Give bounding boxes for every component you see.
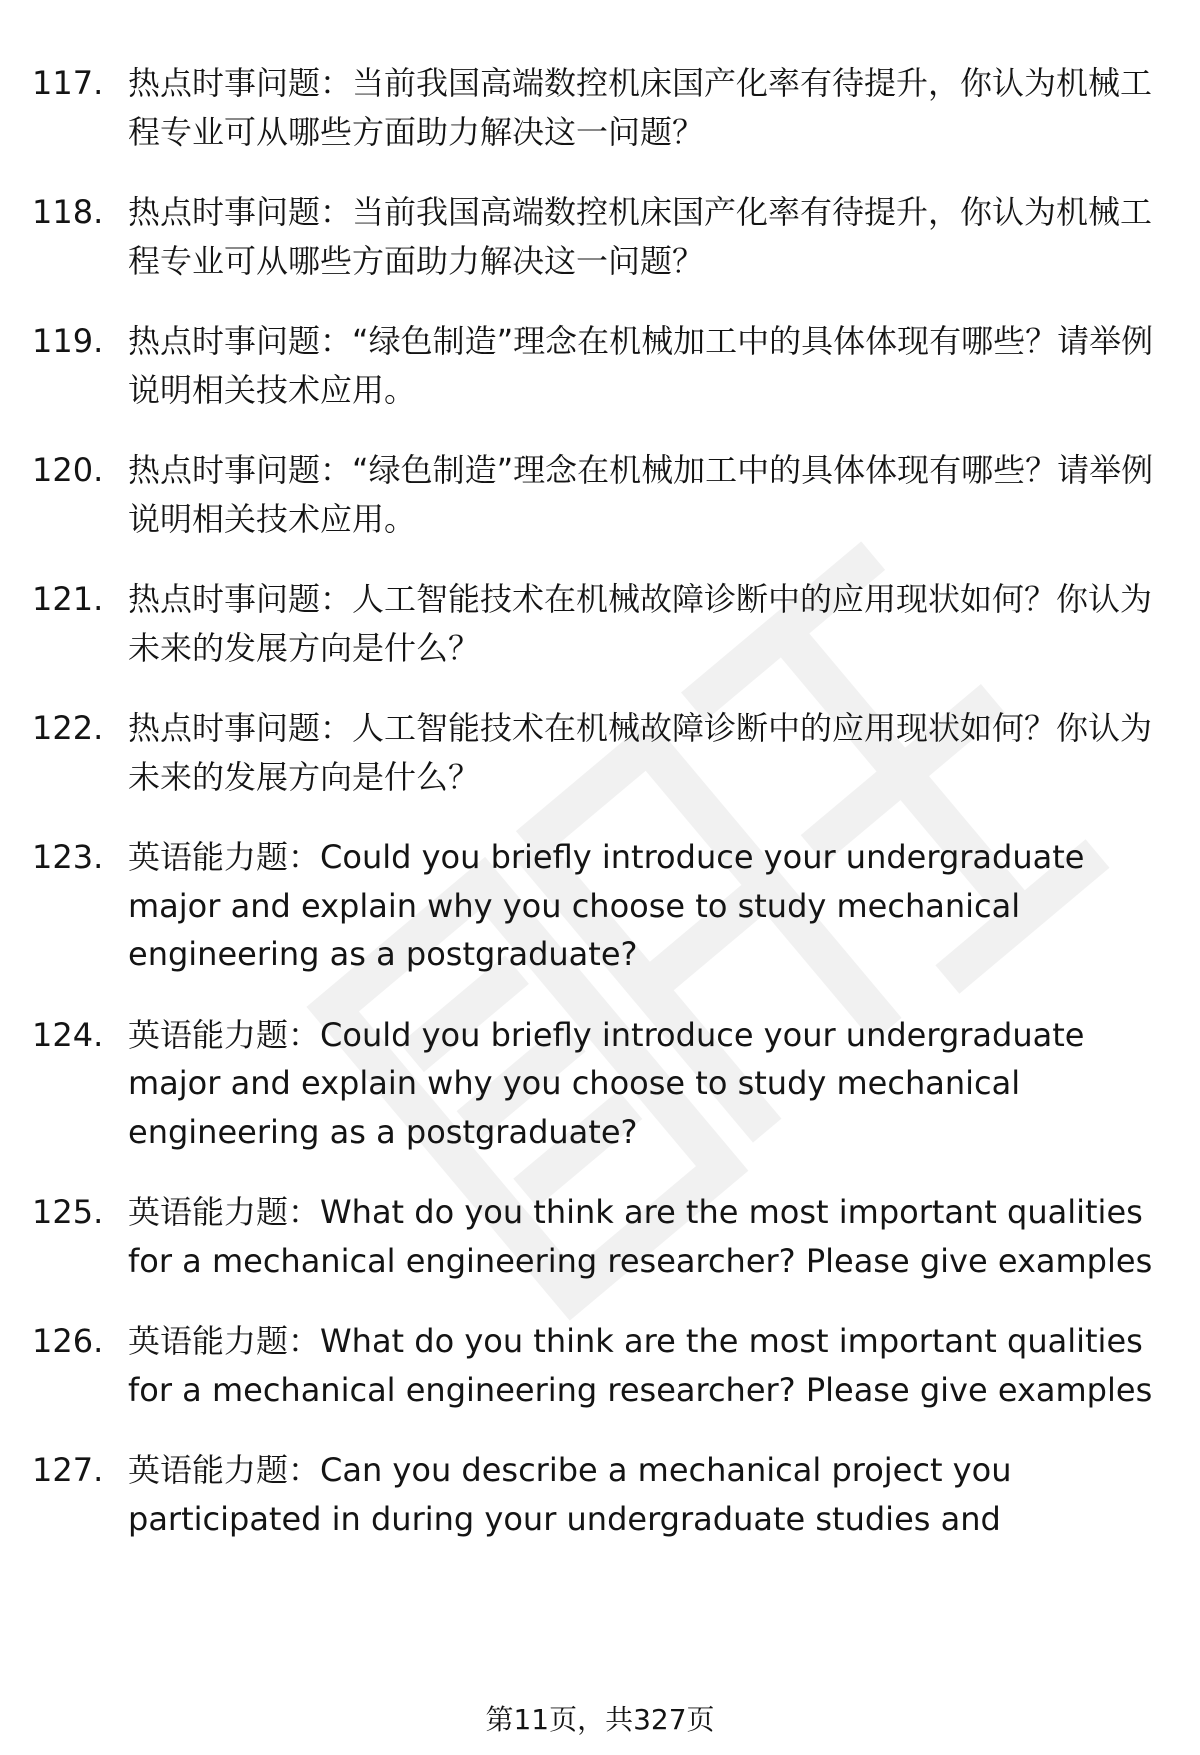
question-category: 英语能力题： [128,1322,321,1360]
question-category: 热点时事问题： [128,64,353,102]
question-list [0,59,1200,1575]
question-item [0,1317,1200,1414]
page-footer [0,1700,1200,1740]
question-item [0,575,1200,672]
question-item [0,59,1200,156]
question-text [128,833,1160,979]
question-body: 当前我国高端数控机床国产化率有待提升，你认为机械工程专业可从哪些方面助力解决这一问题？ [128,64,1153,151]
question-text [128,1011,1160,1157]
question-number: 117. [32,64,104,102]
question-body: Could you briefly introduce your undergraduate major and explain why you choose to study mechanical engineering as a postgraduate? [128,1015,1085,1151]
question-category: 英语能力题： [128,1451,321,1489]
question-text [128,575,1160,672]
page-number-label: 第11页，共327页 [485,1703,715,1736]
question-text [128,446,1160,543]
question-number: 120. [32,451,104,489]
question-body: Could you briefly introduce your undergraduate major and explain why you choose to study mechanical engineering as a postgraduate? [128,838,1085,973]
question-category: 英语能力题： [128,838,321,876]
question-item [0,446,1200,543]
question-text [128,1317,1160,1414]
question-item [0,1446,1200,1543]
question-category: 英语能力题： [128,1015,321,1054]
question-number: 122. [32,709,104,747]
question-number: 119. [32,322,104,360]
question-number: 127. [32,1451,104,1489]
question-item [0,833,1200,979]
question-body: Can you describe a mechanical project you participated in during your undergraduate studies and [128,1451,1012,1538]
question-item [0,188,1200,285]
question-body: “绿色制造”理念在机械加工中的具体体现有哪些？请举例说明相关技术应用。 [128,322,1154,409]
question-body: 人工智能技术在机械故障诊断中的应用现状如何？你认为未来的发展方向是什么？ [128,580,1153,667]
question-item [0,1011,1200,1157]
question-text [128,704,1160,801]
question-item [0,317,1200,414]
question-body: What do you think are the most important qualities for a mechanical engineering researcher? Please give examples [128,1322,1153,1409]
question-number: 125. [32,1193,104,1231]
question-item [0,1188,1200,1285]
question-text [128,59,1160,156]
question-category: 热点时事问题： [128,451,353,489]
question-category: 热点时事问题： [128,580,353,618]
question-text [128,188,1160,285]
question-body: What do you think are the most important qualities for a mechanical engineering researcher? Please give examples [128,1193,1153,1280]
question-text [128,1188,1160,1285]
question-category: 热点时事问题： [128,709,353,747]
question-number: 121. [32,580,104,618]
question-number: 123. [32,838,104,876]
question-text [128,1446,1160,1543]
question-body: 人工智能技术在机械故障诊断中的应用现状如何？你认为未来的发展方向是什么？ [128,709,1153,796]
question-text [128,317,1160,414]
question-body: “绿色制造”理念在机械加工中的具体体现有哪些？请举例说明相关技术应用。 [128,451,1154,538]
question-category: 英语能力题： [128,1193,321,1231]
question-category: 热点时事问题： [128,322,353,360]
question-item [0,704,1200,801]
question-category: 热点时事问题： [128,193,353,231]
question-number: 118. [32,193,104,231]
question-number: 126. [32,1322,104,1360]
question-body: 当前我国高端数控机床国产化率有待提升，你认为机械工程专业可从哪些方面助力解决这一问题？ [128,193,1153,280]
question-number: 124. [32,1015,104,1054]
